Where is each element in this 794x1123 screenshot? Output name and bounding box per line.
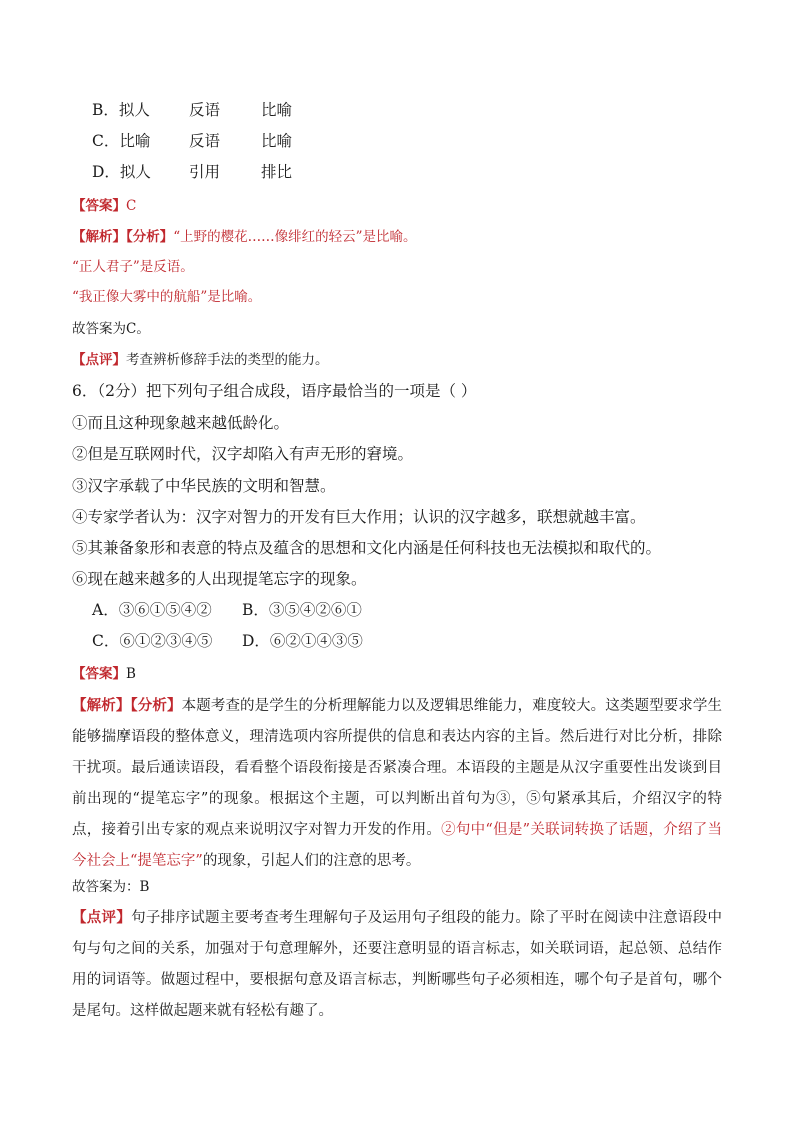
q5-option-b: B．拟人 反语 比喻 [92, 101, 293, 119]
q5-analysis: 【解析】【分析】“上野的樱花……像绯红的轻云”是比喻。 [72, 229, 417, 245]
q5-option-d: D．拟人 引用 排比 [92, 163, 293, 181]
q6-conclusion: 故答案为：B [72, 879, 150, 895]
q6-sentence-2: ②但是互联网时代，汉字却陷入有声无形的窘境。 [72, 445, 414, 463]
q6-sentence-6: ⑥现在越来越多的人出现提笔忘字的现象。 [72, 570, 367, 588]
q6-sentence-1: ①而且这种现象越来越低龄化。 [72, 414, 290, 432]
q6-analysis: 【解析】【分析】本题考查的是学生的分析理解能力以及逻辑思维能力，难度较大。这类题型要求学生能够揣摩语段的整体意义，理清选项内容所提供的信息和表达内容的主旨。然后进行对比分析，排除干扰项。最后通读语段，看看整个语段衔接是否紧凑合理。本语段的主题是从汉字重要性出发谈到目前出现的“提笔忘字”的现象。根据这个主题，可以判断出首句为③，⑤句紧承其后，介绍汉字的特点，接着引出专家的观点来说明汉字对智力开发的作用。②句中“但是”关联词转换了话题，介绍了当今社会上“提笔忘字”的现象，引起人们的注意的思考。 [72, 697, 723, 869]
q6-sentence-3: ③汉字承载了中华民族的文明和智慧。 [72, 477, 336, 495]
q5-conclusion: 故答案为C。 [72, 321, 150, 337]
q5-answer: 【答案】C [72, 198, 137, 214]
q5-analysis-line-2: “正人君子”是反语。 [72, 259, 194, 275]
q6-answer: 【答案】B [72, 666, 136, 682]
q5-analysis-line-3: “我正像大雾中的航船”是比喻。 [72, 289, 262, 305]
q5-option-c: C．比喻 反语 比喻 [92, 132, 293, 150]
q6-options-row-2: C．⑥①②③④⑤ D．⑥②①④③⑤ [92, 632, 363, 650]
q6-sentence-4: ④专家学者认为：汉字对智力的开发有巨大作用；认识的汉字越多，联想就越丰富。 [72, 508, 646, 526]
q6-comment: 【点评】句子排序试题主要考查考生理解句子及运用句子组段的能力。除了平时在阅读中注意语段中句与句之间的关系，加强对于句意理解外，还要注意明显的语言标志，如关联词语，起总领、总结作用的词语等。做题过程中，要根据句意及语言标志，判断哪些句子必须相连，哪个句子是首句，哪个是尾句。这样做起题来就有轻松有趣了。 [72, 909, 723, 1019]
q6-sentence-5: ⑤其兼备象形和表意的特点及蕴含的思想和文化内涵是任何科技也无法模拟和取代的。 [72, 539, 662, 557]
q6-options-row-1: A．③⑥①⑤④② B．③⑤④②⑥① [92, 601, 362, 619]
q6-stem: 6．（2分）把下列句子组合成段，语序最恰当的一项是（ ） [72, 382, 477, 400]
q5-comment: 【点评】考查辨析修辞手法的类型的能力。 [72, 352, 329, 368]
